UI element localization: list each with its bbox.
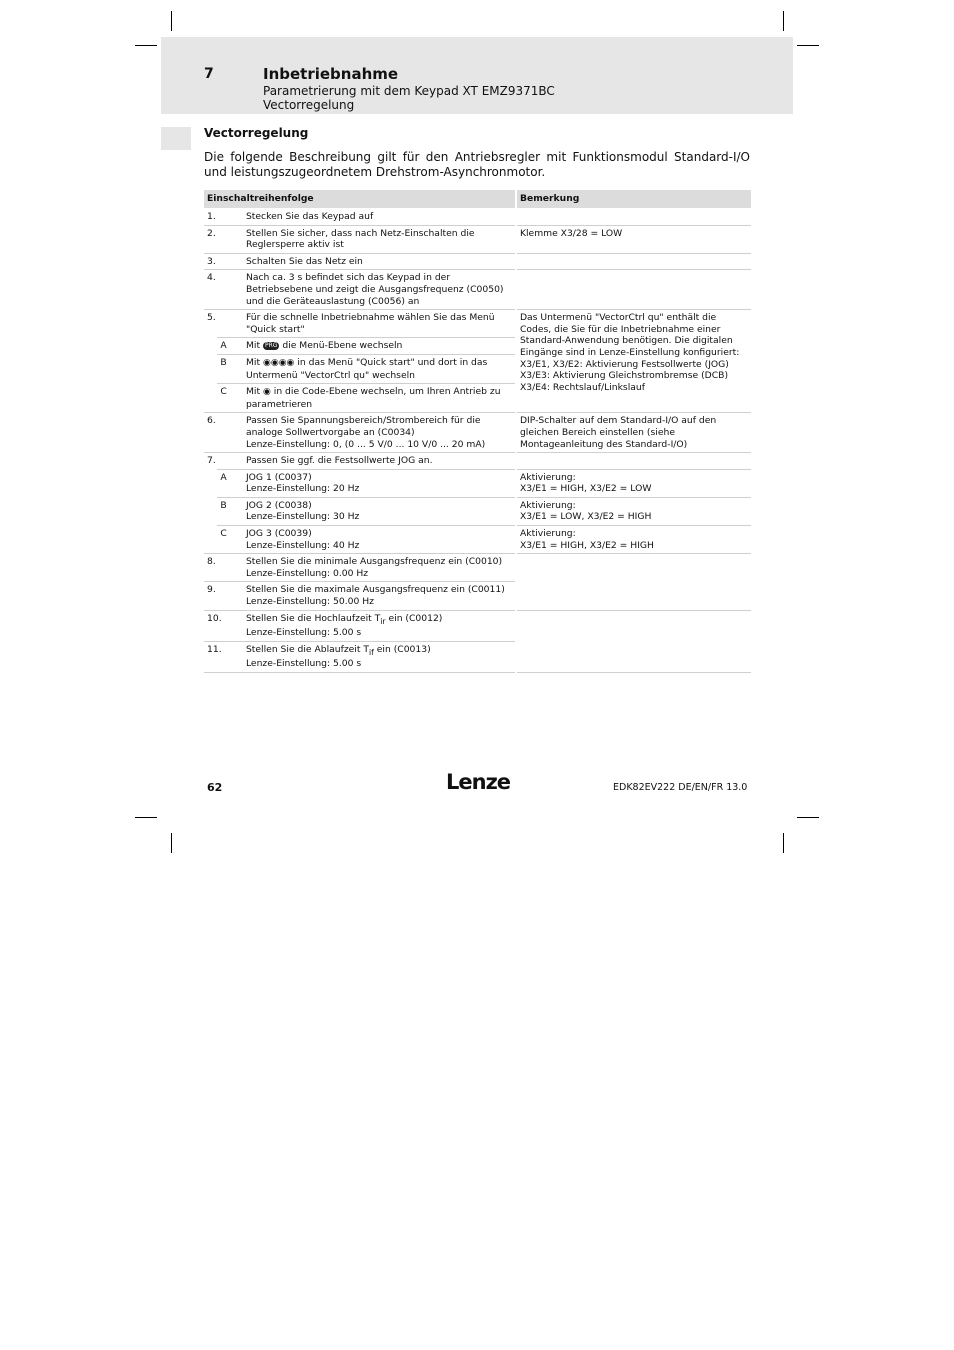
arrow-keys-icon: ◉◉◉◉ [262, 357, 295, 368]
crop-mark [797, 45, 819, 46]
step-remark [516, 610, 751, 672]
step-remark: Aktivierung: X3/E1 = HIGH, X3/E2 = LOW [516, 469, 751, 497]
step-number: 9. [204, 582, 243, 610]
document-code: EDK82EV222 DE/EN/FR 13.0 [613, 782, 748, 793]
arrow-right-key-icon: ◉ [262, 387, 271, 398]
table-row [204, 270, 751, 310]
table-row [204, 310, 751, 338]
step-text: Stellen Sie die maximale Ausgangsfrequenz ein (C0011) Lenze-Einstellung: 50.00 Hz [243, 582, 516, 610]
substep-letter: A [217, 338, 243, 355]
table-row [204, 610, 751, 641]
substep-letter: B [217, 354, 243, 383]
step-remark [516, 554, 751, 610]
step-number: 11. [204, 641, 243, 672]
step-remark [516, 209, 751, 226]
table-row [204, 225, 751, 253]
step-text: Stellen Sie sicher, dass nach Netz-Einschalten die Reglersperre aktiv ist [243, 225, 516, 253]
table-row [204, 469, 751, 497]
step-text: Mit ◉◉◉◉ in das Menü "Quick start" und dort in das Untermenü "VectorCtrl qu" wechseln [243, 354, 516, 383]
step-number: 3. [204, 253, 243, 270]
commissioning-table [204, 190, 751, 673]
crop-mark [783, 833, 784, 853]
step-text: Passen Sie Spannungsbereich/Strombereich für die analoge Sollwertvorgabe an (C0034) Lenze-Einstellung: 0, (0 ... 5 V/0 ... 10 V/0 ... 20 mA) [243, 413, 516, 453]
header-subtitle: Vectorregelung [263, 98, 355, 112]
step-text: JOG 1 (C0037) Lenze-Einstellung: 20 Hz [243, 469, 516, 497]
table-row [204, 209, 751, 226]
table-row [204, 526, 751, 554]
step-text: Mit PRG die Menü-Ebene wechseln [243, 338, 516, 355]
step-remark: Aktivierung: X3/E1 = HIGH, X3/E2 = HIGH [516, 526, 751, 554]
crop-mark [797, 817, 819, 818]
step-text: JOG 3 (C0039) Lenze-Einstellung: 40 Hz [243, 526, 516, 554]
step-text: Stecken Sie das Keypad auf [243, 209, 516, 226]
substep-letter: C [217, 384, 243, 413]
header-band [161, 37, 793, 114]
step-text: JOG 2 (C0038) Lenze-Einstellung: 30 Hz [243, 497, 516, 525]
step-text: Stellen Sie die Ablaufzeit $T_{if}$ ein (C0013) Lenze-Einstellung: 5.00 s [243, 641, 516, 672]
table-row [204, 413, 751, 453]
step-number: 8. [204, 554, 243, 582]
table-row [204, 497, 751, 525]
step-remark [516, 253, 751, 270]
step-remark: Aktivierung: X3/E1 = LOW, X3/E2 = HIGH [516, 497, 751, 525]
step-number: 1. [204, 209, 243, 226]
step-remark: DIP-Schalter auf dem Standard-I/O auf den gleichen Bereich einstellen (siehe Montageanleitung des Standard-I/O) [516, 413, 751, 453]
prg-key-icon: PRG [264, 341, 278, 349]
table-row [204, 554, 751, 582]
step-text: Nach ca. 3 s befindet sich das Keypad in der Betriebsebene und zeigt die Ausgangsfrequenz (C0050) und die Geräteauslastung (C0056) an [243, 270, 516, 310]
step-text: Stellen Sie die minimale Ausgangsfrequenz ein (C0010) Lenze-Einstellung: 0.00 Hz [243, 554, 516, 582]
step-number: 2. [204, 225, 243, 253]
table-row [204, 253, 751, 270]
chapter-title: Inbetriebnahme [263, 65, 399, 83]
column-header: Einschaltreihenfolge [204, 190, 516, 209]
column-header: Bemerkung [516, 190, 751, 209]
remark-line: X3/E4: Rechtslauf/Linkslauf [519, 381, 645, 393]
step-text: Passen Sie ggf. die Festsollwerte JOG an. [243, 453, 516, 470]
lenze-logo: Lenze [446, 770, 511, 794]
step-remark: Klemme X3/28 = LOW [516, 225, 751, 253]
chapter-number: 7 [204, 66, 214, 82]
step-number: 10. [204, 610, 243, 641]
step-remark [516, 310, 751, 413]
header-subtitle: Parametrierung mit dem Keypad XT EMZ9371BC [263, 84, 555, 98]
section-title: Vectorregelung [204, 126, 309, 140]
substep-letter: C [217, 526, 243, 554]
step-text: Mit ◉ in die Code-Ebene wechseln, um Ihren Antrieb zu parametrieren [243, 384, 516, 413]
remark-line: X3/E1, X3/E2: Aktivierung Festsollwerte (JOG) [519, 358, 729, 370]
remark-text: Das Untermenü "VectorCtrl qu" enthält die Codes, die Sie für die Inbetriebnahme einer Standard-Anwendung benötigen. Die digitalen Eingänge sind in Lenze-Einstellung konfiguriert: [519, 312, 740, 358]
substep-letter: B [217, 497, 243, 525]
crop-mark [171, 833, 172, 853]
substep-letter: A [217, 469, 243, 497]
step-remark [516, 270, 751, 310]
crop-mark [171, 11, 172, 31]
step-text: Stellen Sie die Hochlaufzeit $T_{ir}$ ein (C0012) Lenze-Einstellung: 5.00 s [243, 610, 516, 641]
crop-mark [135, 45, 157, 46]
table-row [204, 453, 751, 470]
crop-mark [135, 817, 157, 818]
step-text: Schalten Sie das Netz ein [243, 253, 516, 270]
page-number: 62 [207, 781, 223, 794]
step-number: 4. [204, 270, 243, 310]
step-number: 7. [204, 453, 243, 470]
step-remark [516, 453, 751, 470]
step-number: 6. [204, 413, 243, 453]
step-number: 5. [204, 310, 243, 338]
crop-mark [783, 11, 784, 31]
step-text: Für die schnelle Inbetriebnahme wählen Sie das Menü "Quick start" [243, 310, 516, 338]
remark-line: X3/E3: Aktivierung Gleichstrombremse (DCB) [519, 370, 729, 382]
intro-paragraph: Die folgende Beschreibung gilt für den Antriebsregler mit Funktionsmodul Standard-I/O und leistungszugeordnetem Drehstrom-Asynchronmotor. [204, 150, 750, 179]
side-tab [161, 127, 191, 150]
